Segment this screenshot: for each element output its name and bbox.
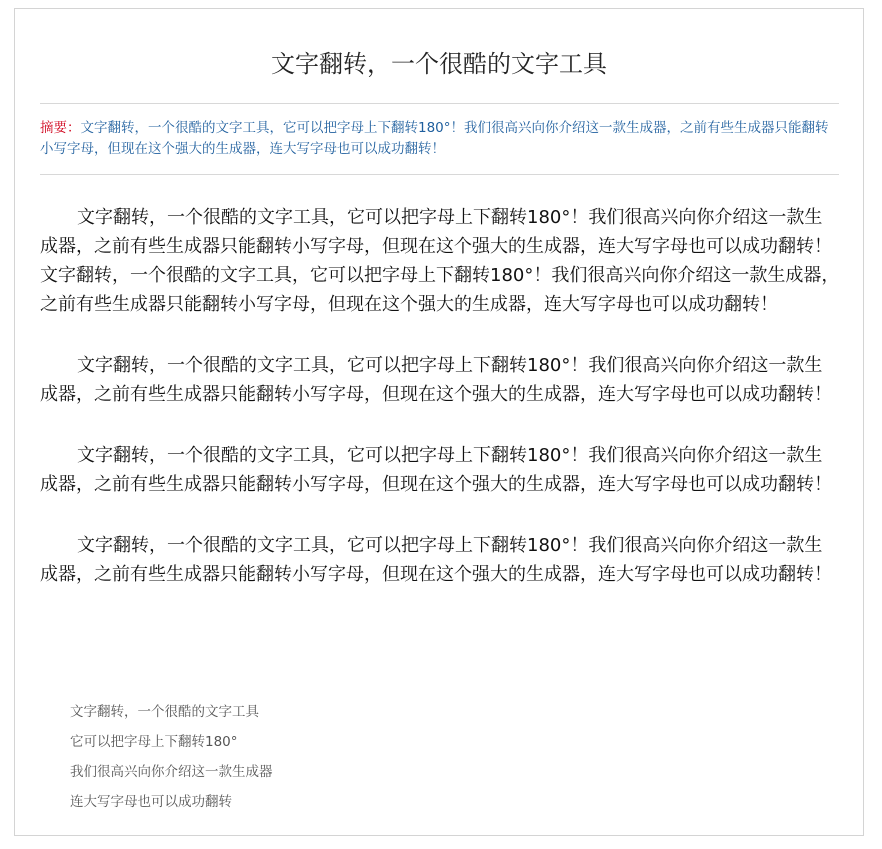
keyword-list <box>70 697 273 817</box>
keyword-item: 文字翻转，一个很酷的文字工具 <box>70 704 259 720</box>
keyword-item: 它可以把字母上下翻转180° <box>70 734 238 750</box>
summary-box <box>40 103 839 175</box>
article-container <box>14 8 864 836</box>
body-paragraph: 文字翻转，一个很酷的文字工具，它可以把字母上下翻转180°！我们很高兴向你介绍这一款生成器，之前有些生成器只能翻转小写字母，但现在这个强大的生成器，连大写字母也可以成功翻转！ <box>40 445 832 495</box>
body-paragraph: 文字翻转，一个很酷的文字工具，它可以把字母上下翻转180°！我们很高兴向你介绍这一款生成器，之前有些生成器只能翻转小写字母，但现在这个强大的生成器，连大写字母也可以成功翻转！文字翻转，一个很酷的文字工具，它可以把字母上下翻转180°！我们很高兴向你介绍这一款生成器，之前有些生成器只能翻转小写字母，但现在这个强大的生成器，连大写字母也可以成功翻转！ <box>40 207 840 315</box>
summary-text: 文字翻转，一个很酷的文字工具，它可以把字母上下翻转180°！我们很高兴向你介绍这一款生成器，之前有些生成器只能翻转小写字母，但现在这个强大的生成器，连大写字母也可以成功翻转！ <box>40 120 829 157</box>
body-paragraph: 文字翻转，一个很酷的文字工具，它可以把字母上下翻转180°！我们很高兴向你介绍这一款生成器，之前有些生成器只能翻转小写字母，但现在这个强大的生成器，连大写字母也可以成功翻转！ <box>40 355 832 405</box>
keyword-item: 连大写字母也可以成功翻转 <box>70 794 232 810</box>
body-paragraph: 文字翻转，一个很酷的文字工具，它可以把字母上下翻转180°！我们很高兴向你介绍这一款生成器，之前有些生成器只能翻转小写字母，但现在这个强大的生成器，连大写字母也可以成功翻转！ <box>40 535 832 585</box>
keyword-item: 我们很高兴向你介绍这一款生成器 <box>70 764 273 780</box>
summary-label: 摘要： <box>40 120 81 136</box>
article-body <box>40 203 840 621</box>
page-title: 文字翻转，一个很酷的文字工具 <box>271 50 607 78</box>
